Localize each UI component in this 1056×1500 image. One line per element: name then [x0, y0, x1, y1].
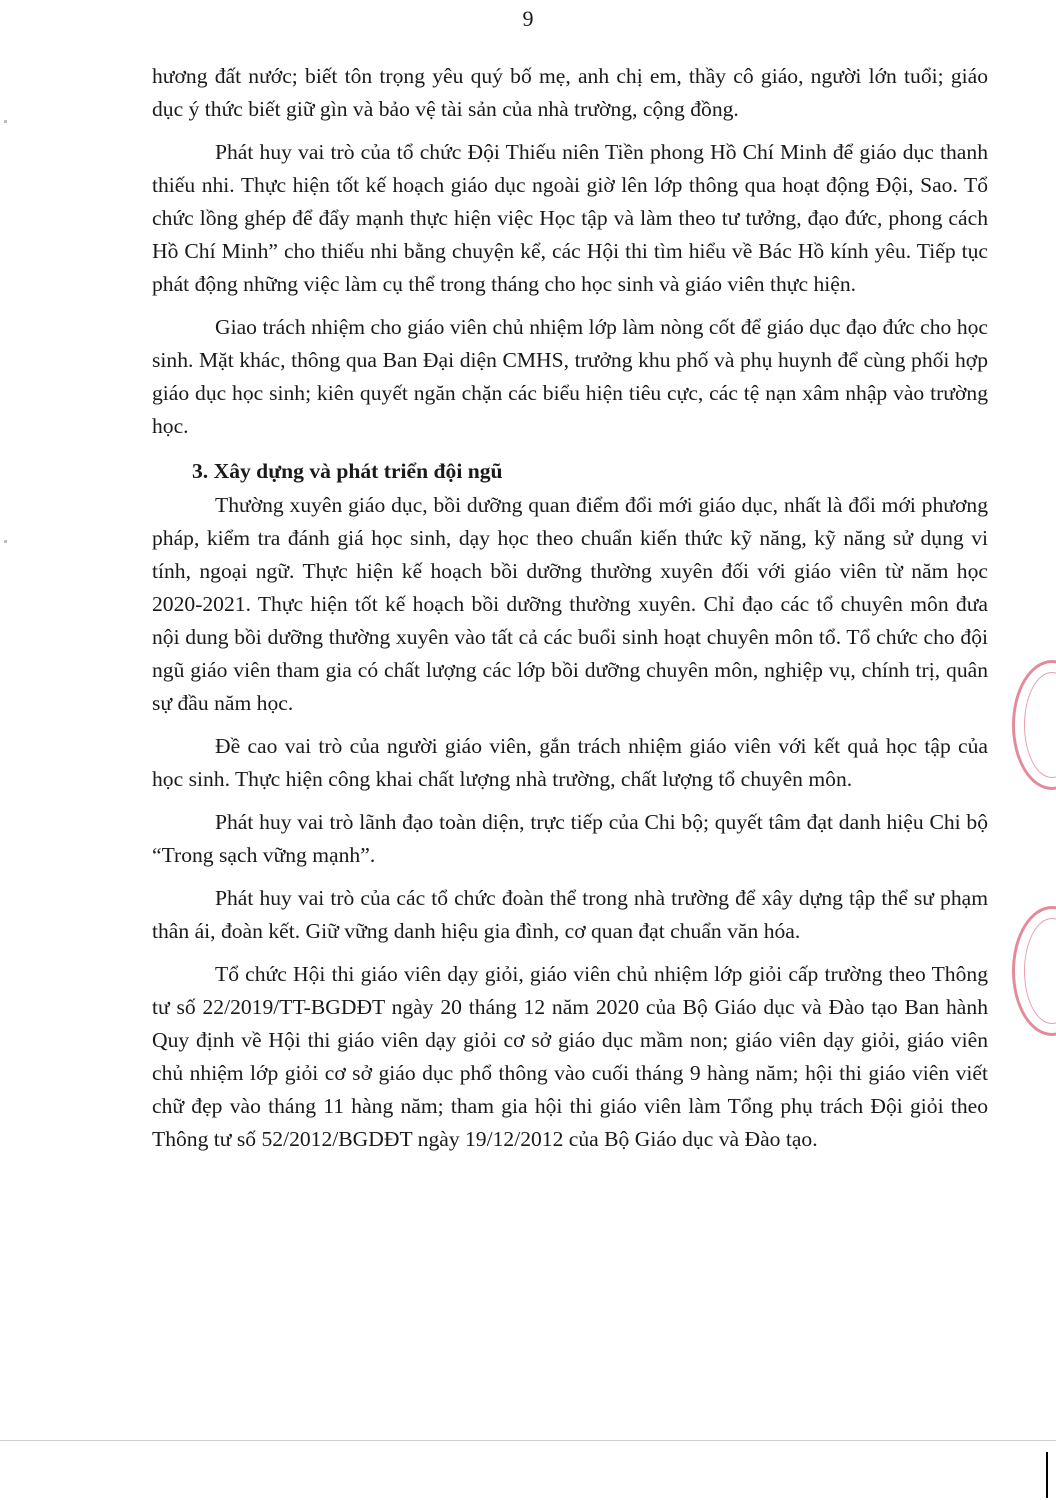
section-heading-staff-development: 3. Xây dựng và phát triển đội ngũ — [192, 459, 503, 483]
document-body — [152, 60, 988, 1166]
paragraph-training: Thường xuyên giáo dục, bồi dưỡng quan điểm đổi mới giáo dục, nhất là đổi mới phương pháp, kiểm tra đánh giá học sinh, dạy học theo chuẩn kiến thức kỹ năng, kỹ năng sử dụng vi tính, ngoại ngữ. Thực hiện kế hoạch bồi dưỡng thường xuyên đối với giáo viên từ năm học 2020-2021. Thực hiện tốt kế hoạch bồi dưỡng thường xuyên. Chỉ đạo các tổ chuyên môn đưa nội dung bồi dưỡng thường xuyên vào tất cả các buổi sinh hoạt chuyên môn tổ. Tổ chức cho đội ngũ giáo viên tham gia có chất lượng các lớp bồi dưỡng chuyên môn, nghiệp vụ, chính trị, quân sự đầu năm học. — [152, 493, 988, 715]
page-number: 9 — [522, 6, 534, 31]
red-seal-stamp — [1012, 660, 1056, 790]
paragraph-party-cell: Phát huy vai trò lãnh đạo toàn diện, trực tiếp của Chi bộ; quyết tâm đạt danh hiệu Chi bộ “Trong sạch vững mạnh”. — [152, 810, 988, 867]
scan-speck — [4, 120, 7, 123]
paragraph-homeroom-teacher: Giao trách nhiệm cho giáo viên chủ nhiệm lớp làm nòng cốt để giáo dục đạo đức cho học sinh. Mặt khác, thông qua Ban Đại diện CMHS, trưởng khu phố và phụ huynh để cùng phối hợp giáo dục học sinh; kiên quyết ngăn chặn các biểu hiện tiêu cực, các tệ nạn xâm nhập vào trường học. — [152, 315, 988, 438]
red-seal-stamp-partial — [1012, 906, 1056, 1036]
page-footer-divider — [0, 1440, 1056, 1441]
scan-speck — [4, 540, 7, 543]
page-corner-mark — [1046, 1452, 1048, 1498]
paragraph-unions: Phát huy vai trò của các tổ chức đoàn thể trong nhà trường để xây dựng tập thể sư phạm thân ái, đoàn kết. Giữ vững danh hiệu gia đình, cơ quan đạt chuẩn văn hóa. — [152, 886, 988, 943]
paragraph-teacher-contest: Tổ chức Hội thi giáo viên dạy giỏi, giáo viên chủ nhiệm lớp giỏi cấp trường theo Thông tư số 22/2019/TT-BGDĐT ngày 20 tháng 12 năm 2020 của Bộ Giáo dục và Đào tạo Ban hành Quy định về Hội thi giáo viên dạy giỏi cơ sở giáo dục mầm non; giáo viên dạy giỏi, giáo viên chủ nhiệm lớp giỏi cơ sở giáo dục phổ thông vào cuối tháng 9 hàng năm; hội thi giáo viên viết chữ đẹp vào tháng 11 hàng năm; tham gia hội thi giáo viên làm Tổng phụ trách Đội giỏi theo Thông tư số 52/2012/BGDĐT ngày 19/12/2012 của Bộ Giáo dục và Đào tạo. — [152, 962, 988, 1151]
paragraph-teacher-role: Đề cao vai trò của người giáo viên, gắn trách nhiệm giáo viên với kết quả học tập của học sinh. Thực hiện công khai chất lượng nhà trường, chất lượng tổ chuyên môn. — [152, 734, 988, 791]
paragraph-youth-organization: Phát huy vai trò của tổ chức Đội Thiếu niên Tiền phong Hồ Chí Minh để giáo dục thanh thiếu nhi. Thực hiện tốt kế hoạch giáo dục ngoài giờ lên lớp thông qua hoạt động Đội, Sao. Tổ chức lồng ghép để đẩy mạnh thực hiện việc Học tập và làm theo tư tưởng, đạo đức, phong cách Hồ Chí Minh” cho thiếu nhi bằng chuyện kể, các Hội thi tìm hiểu về Bác Hồ kính yêu. Tiếp tục phát động những việc làm cụ thể trong tháng cho học sinh và giáo viên thực hiện. — [152, 140, 988, 296]
paragraph-continued: hương đất nước; biết tôn trọng yêu quý bố mẹ, anh chị em, thầy cô giáo, người lớn tuổi; giáo dục ý thức biết giữ gìn và bảo vệ tài sản của nhà trường, cộng đồng. — [152, 64, 988, 121]
